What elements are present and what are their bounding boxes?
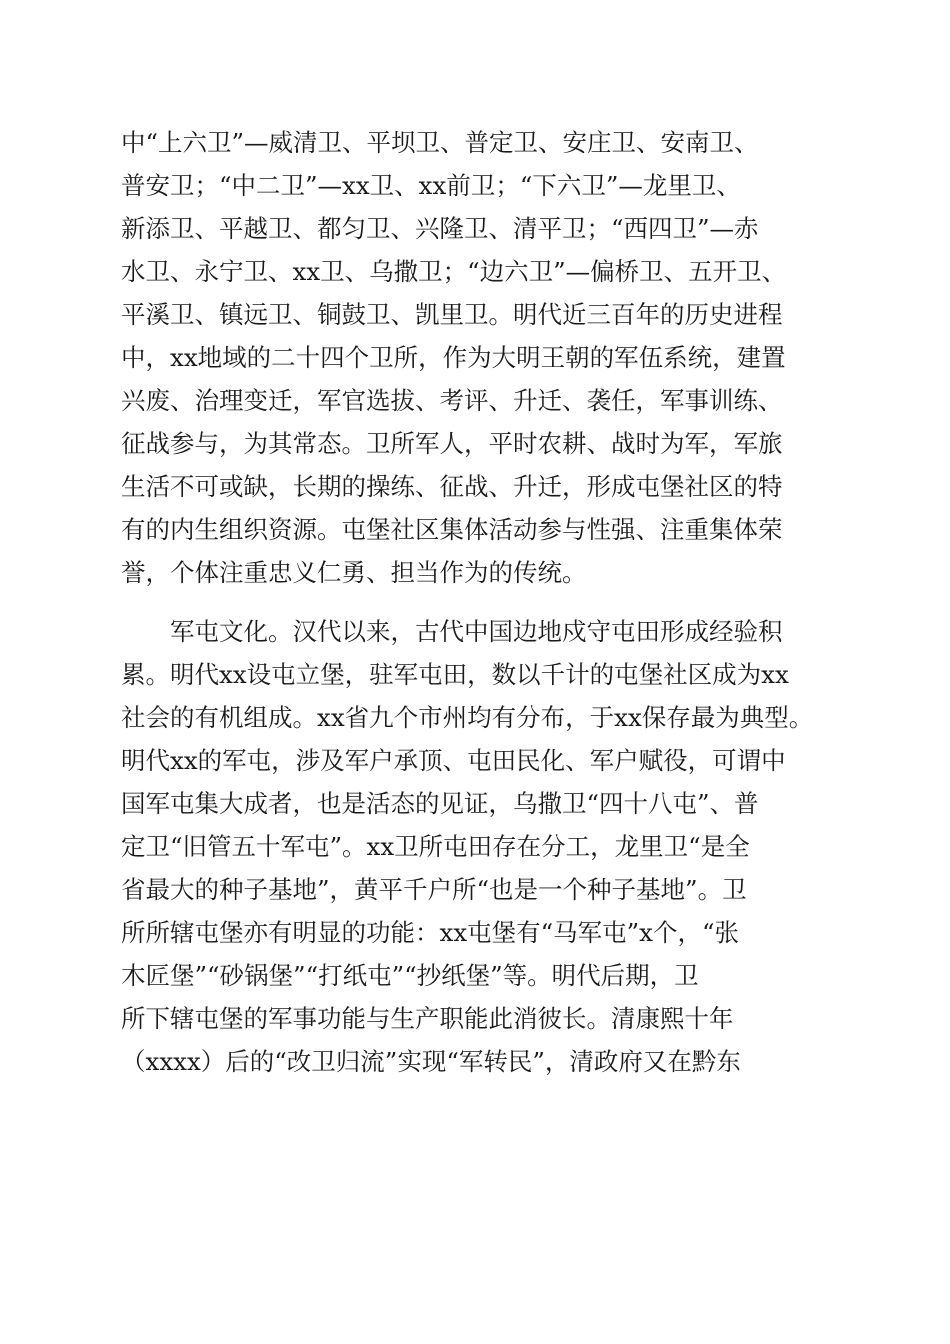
- text-line: 普安卫；“中二卫”—xx卫、xx前卫；“下六卫”—龙里卫、: [121, 171, 741, 200]
- text-line: 明代xx的军屯，涉及军户承顶、屯田民化、军户赋役，可谓中: [121, 746, 786, 775]
- text-line: 中，xx地域的二十四个卫所，作为大明王朝的军伍系统，建置: [121, 343, 786, 372]
- text-line: 中“上六卫”—威清卫、平坝卫、普定卫、安庄卫、安南卫、: [121, 128, 759, 157]
- text-line: 有的内生组织资源。屯堡社区集体活动参与性强、注重集体荣: [121, 515, 783, 544]
- text-line: 平溪卫、镇远卫、铜鼓卫、凯里卫。明代近三百年的历史进程: [121, 300, 783, 329]
- text-line: 所下辖屯堡的军事功能与生产职能此消彼长。清康熙十年: [121, 1004, 734, 1033]
- paragraph-start-line: 军屯文化。汉代以来，古代中国边地戍守屯田形成经验积: [170, 617, 783, 646]
- text-line: 所所辖屯堡亦有明显的功能：xx屯堡有“马军屯”x个，“张: [121, 918, 740, 947]
- text-line: 木匠堡”“砂锅堡”“打纸屯”“抄纸堡”等。明代后期，卫: [121, 961, 699, 990]
- text-line: 誉，个体注重忠义仁勇、担当作为的传统。: [121, 558, 587, 587]
- text-line: 水卫、永宁卫、xx卫、乌撒卫；“边六卫”—偏桥卫、五开卫、: [121, 257, 787, 286]
- text-line: 省最大的种子基地”，黄平千户所“也是一个种子基地”。卫: [121, 875, 747, 904]
- text-line: 征战参与，为其常态。卫所军人，平时农耕、战时为军，军旅: [121, 429, 783, 458]
- text-line: （xxxx）后的“改卫归流”实现“军转民”，清政府又在黔东: [121, 1047, 741, 1076]
- text-line: 社会的有机组成。xx省九个市州均有分布，于xx保存最为典型。: [121, 703, 814, 732]
- text-line: 国军屯集大成者，也是活态的见证，乌撒卫“四十八屯”、普: [121, 789, 759, 818]
- text-line: 兴废、治理变迁，军官选拔、考评、升迁、袭任，军事训练、: [121, 386, 783, 415]
- text-line: 生活不可或缺，长期的操练、征战、升迁，形成屯堡社区的特: [121, 472, 783, 501]
- text-line: 定卫“旧管五十军屯”。xx卫所屯田存在分工，龙里卫“是全: [121, 832, 750, 861]
- text-line: 累。明代xx设屯立堡，驻军屯田，数以千计的屯堡社区成为xx: [121, 660, 789, 689]
- text-line: 新添卫、平越卫、都匀卫、兴隆卫、清平卫；“西四卫”—赤: [121, 214, 759, 243]
